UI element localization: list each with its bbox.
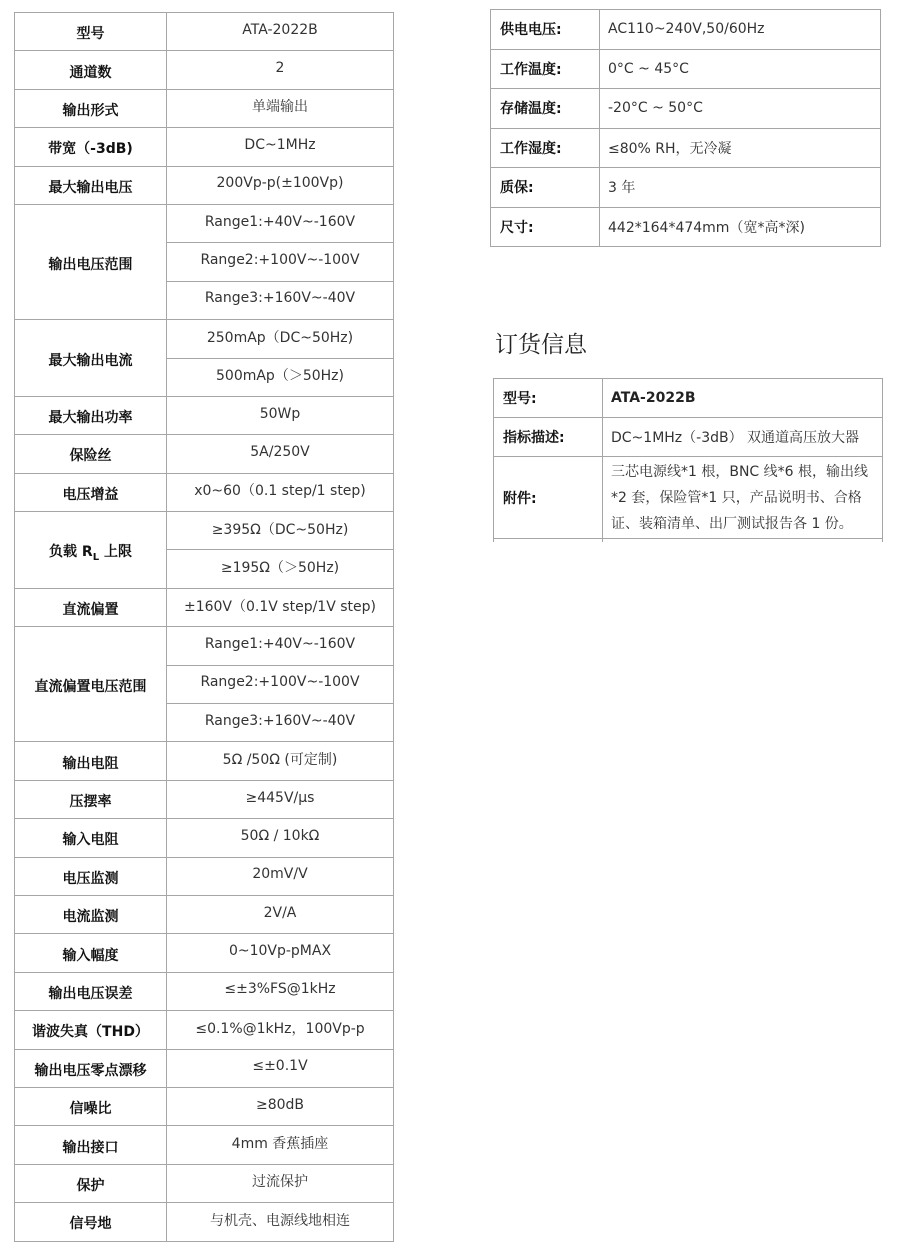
spec-label: 输出接口 [15, 1126, 167, 1164]
spec-value: Range1:+40V~-160V [167, 204, 394, 242]
spec-value: ≥445V/μs [167, 780, 394, 818]
table-row [491, 128, 881, 168]
table-row [494, 418, 883, 457]
order-info-heading: 订货信息 [495, 332, 587, 358]
table-row [491, 49, 881, 89]
spec-value: ≤±0.1V [167, 1049, 394, 1087]
table-row [15, 89, 394, 127]
spec-value: 5Ω /50Ω (可定制) [167, 742, 394, 780]
order-table-wrapper [493, 378, 883, 542]
spec-label: 输入幅度 [15, 934, 167, 972]
env-label: 供电电压: [491, 10, 600, 50]
order-label: 指标描述: [494, 418, 603, 457]
spec-label: 信噪比 [15, 1087, 167, 1125]
spec-label: 保险丝 [15, 435, 167, 473]
table-row [15, 780, 394, 818]
spec-value: 500mAp（＞50Hz) [167, 358, 394, 396]
environment-table [490, 9, 881, 247]
order-table [493, 378, 883, 542]
spec-label: 输出电阻 [15, 742, 167, 780]
spec-label: 输出电压范围 [15, 204, 167, 319]
spec-label: 谐波失真（THD） [15, 1011, 167, 1049]
table-row [491, 10, 881, 50]
order-value: ATA-2022B [603, 379, 883, 418]
spec-value: 0~10Vp-pMAX [167, 934, 394, 972]
spec-label-suffix: 上限 [99, 543, 132, 560]
table-row [15, 320, 394, 358]
table-row [494, 457, 883, 539]
spec-label: 通道数 [15, 51, 167, 89]
order-label: 附件: [494, 457, 603, 539]
table-row [15, 1087, 394, 1125]
table-row [15, 512, 394, 550]
spec-label: 型号 [15, 13, 167, 51]
spec-value: 2V/A [167, 895, 394, 933]
spec-value: 过流保护 [167, 1164, 394, 1202]
spec-label: 最大输出电流 [15, 320, 167, 397]
table-row [15, 627, 394, 665]
table-row [15, 857, 394, 895]
spec-label: 保护 [15, 1164, 167, 1202]
env-label: 工作湿度: [491, 128, 600, 168]
table-row [15, 1164, 394, 1202]
spec-label: 输出电压误差 [15, 972, 167, 1010]
table-row [15, 1011, 394, 1049]
env-value: ≤80% RH，无冷凝 [600, 128, 881, 168]
table-row [15, 51, 394, 89]
table-row [15, 204, 394, 242]
spec-value: Range2:+100V~-100V [167, 665, 394, 703]
table-row [15, 1126, 394, 1164]
order-value: DC~1MHz（-3dB） 双通道高压放大器 [603, 418, 883, 457]
spec-value: Range3:+160V~-40V [167, 704, 394, 742]
table-row [15, 435, 394, 473]
spec-value: 50Wp [167, 396, 394, 434]
table-row-clipped [494, 539, 883, 543]
spec-label: 最大输出功率 [15, 396, 167, 434]
spec-value: ≥195Ω（＞50Hz) [167, 550, 394, 588]
env-label: 存储温度: [491, 89, 600, 129]
spec-label [15, 512, 167, 589]
table-row [491, 168, 881, 208]
table-row [15, 972, 394, 1010]
env-value: 0°C ~ 45°C [600, 49, 881, 89]
spec-value: 250mAp（DC~50Hz) [167, 320, 394, 358]
order-label: 型号: [494, 379, 603, 418]
spec-label: 输出形式 [15, 89, 167, 127]
spec-value: 单端输出 [167, 89, 394, 127]
spec-value: 2 [167, 51, 394, 89]
table-row [491, 207, 881, 247]
spec-label: 电流监测 [15, 895, 167, 933]
table-row [491, 89, 881, 129]
spec-value: Range3:+160V~-40V [167, 281, 394, 319]
env-value: AC110~240V,50/60Hz [600, 10, 881, 50]
spec-label: 直流偏置 [15, 588, 167, 626]
order-value: 三芯电源线*1 根，BNC 线*6 根，输出线*2 套，保险管*1 只，产品说明书、合格证、装箱清单、出厂测试报告各 1 份。 [603, 457, 883, 539]
spec-value: ≥80dB [167, 1087, 394, 1125]
env-label: 工作温度: [491, 49, 600, 89]
table-row [15, 128, 394, 166]
table-row [15, 1049, 394, 1087]
spec-label: 信号地 [15, 1203, 167, 1241]
spec-label: 压摆率 [15, 780, 167, 818]
table-row [15, 473, 394, 511]
table-row [15, 742, 394, 780]
spec-label-prefix: 负载 R [49, 543, 93, 560]
table-row [15, 166, 394, 204]
spec-label-subscript: L [92, 551, 100, 563]
spec-table [14, 12, 394, 1242]
env-value: -20°C ~ 50°C [600, 89, 881, 129]
env-value: 442*164*474mm（宽*高*深) [600, 207, 881, 247]
spec-value: ATA-2022B [167, 13, 394, 51]
empty-cell [603, 539, 883, 543]
table-row [15, 396, 394, 434]
spec-label: 输入电阻 [15, 819, 167, 857]
spec-table-body [15, 13, 394, 1242]
spec-value: 50Ω / 10kΩ [167, 819, 394, 857]
spec-value: Range2:+100V~-100V [167, 243, 394, 281]
spec-label: 电压监测 [15, 857, 167, 895]
spec-value: ±160V（0.1V step/1V step) [167, 588, 394, 626]
table-row [15, 1203, 394, 1241]
spec-value: ≥395Ω（DC~50Hz) [167, 512, 394, 550]
spec-label: 电压增益 [15, 473, 167, 511]
spec-label: 带宽（-3dB) [15, 128, 167, 166]
spec-value: x0~60（0.1 step/1 step) [167, 473, 394, 511]
spec-label: 最大输出电压 [15, 166, 167, 204]
table-row [494, 379, 883, 418]
spec-label: 直流偏置电压范围 [15, 627, 167, 742]
table-row [15, 13, 394, 51]
spec-label: 输出电压零点漂移 [15, 1049, 167, 1087]
table-row [15, 819, 394, 857]
table-row [15, 895, 394, 933]
empty-cell [494, 539, 603, 543]
table-row [15, 588, 394, 626]
spec-value: ≤±3%FS@1kHz [167, 972, 394, 1010]
spec-value: 5A/250V [167, 435, 394, 473]
env-label: 质保: [491, 168, 600, 208]
spec-value: 20mV/V [167, 857, 394, 895]
env-value: 3 年 [600, 168, 881, 208]
spec-value: DC~1MHz [167, 128, 394, 166]
spec-value: 与机壳、电源线地相连 [167, 1203, 394, 1241]
spec-value: ≤0.1%@1kHz，100Vp-p [167, 1011, 394, 1049]
spec-value: Range1:+40V~-160V [167, 627, 394, 665]
table-row [15, 934, 394, 972]
spec-value: 4mm 香蕉插座 [167, 1126, 394, 1164]
env-label: 尺寸: [491, 207, 600, 247]
spec-value: 200Vp-p(±100Vp) [167, 166, 394, 204]
